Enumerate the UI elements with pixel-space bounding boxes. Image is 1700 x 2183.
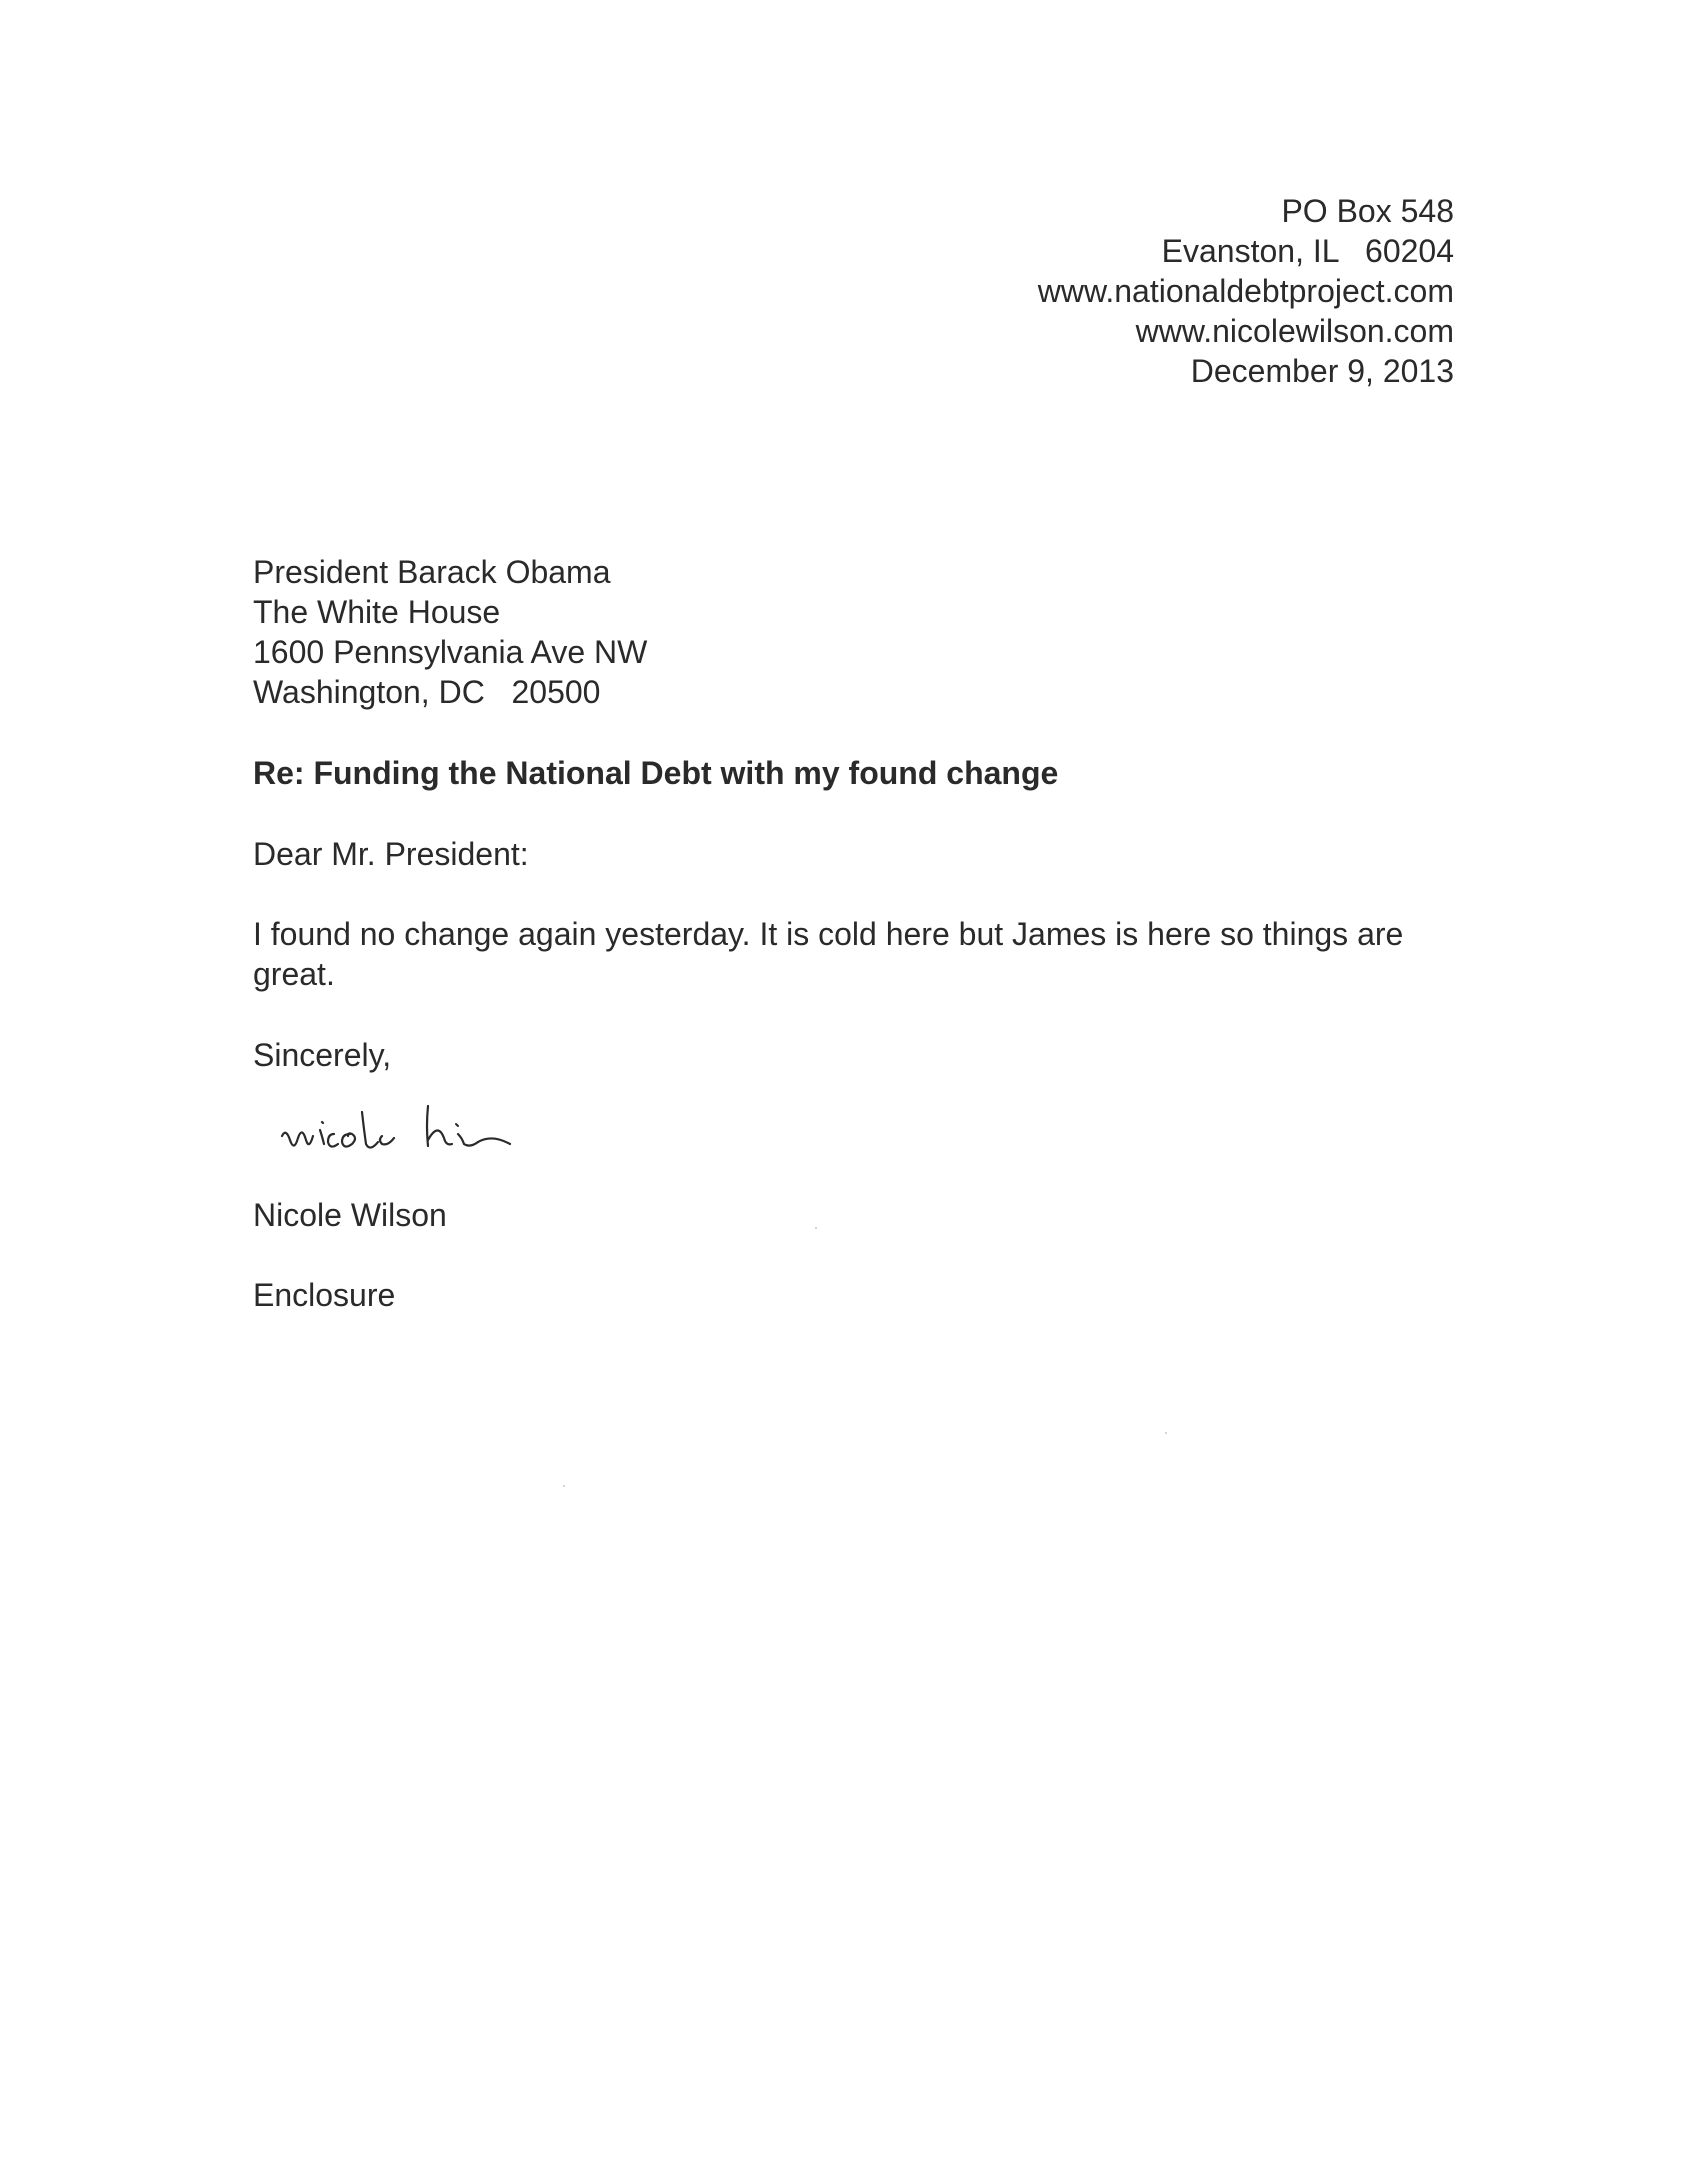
handwritten-signature [278, 1100, 598, 1180]
scan-speck [563, 1485, 565, 1487]
salutation: Dear Mr. President: [253, 836, 529, 872]
scan-speck [815, 1227, 817, 1229]
sender-website-national-debt: www.nationaldebtproject.com [1037, 273, 1454, 309]
enclosure-notation: Enclosure [253, 1277, 396, 1313]
sender-address-block [1038, 191, 1454, 391]
recipient-street: 1600 Pennsylvania Ave NW [253, 634, 648, 670]
scan-speck [1165, 1432, 1167, 1434]
signer-name: Nicole Wilson [253, 1197, 447, 1233]
recipient-address-block [253, 552, 647, 712]
sender-city-state-zip: Evanston, IL 60204 [1161, 233, 1454, 269]
closing: Sincerely, [253, 1037, 392, 1073]
recipient-name: President Barack Obama [253, 554, 611, 590]
letter-body: I found no change again yesterday. It is cold here but James is here so things are great. [253, 916, 1404, 992]
subject-line: Re: Funding the National Debt with my found change [253, 755, 1059, 791]
sender-website-personal: www.nicolewilson.com [1135, 313, 1454, 349]
letter-date: December 9, 2013 [1190, 353, 1454, 389]
recipient-organization: The White House [253, 594, 501, 630]
sender-po-box: PO Box 548 [1281, 193, 1454, 229]
recipient-city-state-zip: Washington, DC 20500 [253, 674, 601, 710]
